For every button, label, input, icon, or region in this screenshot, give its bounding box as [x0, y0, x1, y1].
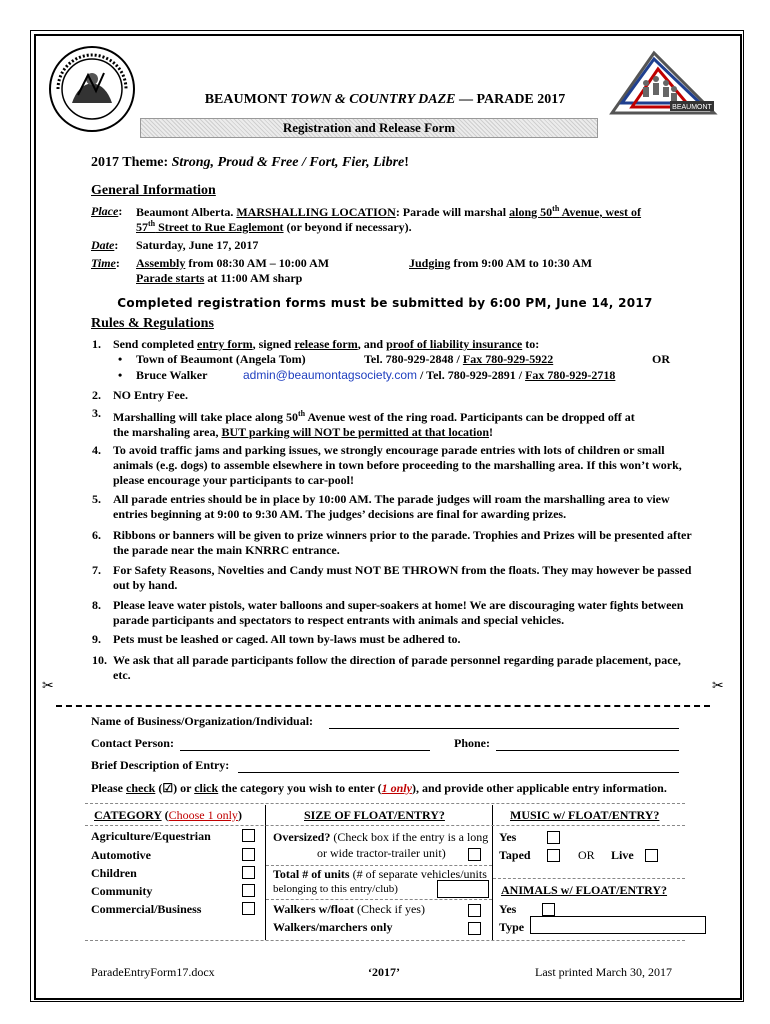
place-line-2: 57th Street to Rue Eaglemont (or beyond if necessary).: [136, 219, 412, 234]
contact-email-link[interactable]: admin@beaumontagsociety.com: [243, 368, 418, 382]
rules-heading: Rules & Regulations: [91, 316, 214, 331]
scissors-icon: ✂: [42, 679, 54, 694]
general-info-heading: General Information: [91, 183, 216, 198]
business-name-field[interactable]: [329, 714, 679, 729]
time-label: Time:: [91, 256, 120, 270]
music-taped-label: Taped: [499, 848, 531, 862]
contact-2-name: Bruce Walker: [136, 368, 208, 382]
rule-6: Ribbons or banners will be given to prize winners prior to the parade. Trophies and Prizes will be presented after the parade near the main KNRRC entrance.: [113, 528, 692, 557]
place-label: Place:: [91, 204, 123, 218]
table-row-rule: [493, 878, 685, 879]
category-agriculture-label: Agriculture/Equestrian: [91, 829, 211, 843]
category-column-header: CATEGORY (Choose 1 only): [94, 808, 242, 822]
animals-column-header: ANIMALS w/ FLOAT/ENTRY?: [501, 883, 668, 897]
music-yes-checkbox[interactable]: [547, 831, 560, 844]
date-value: Saturday, June 17, 2017: [136, 238, 259, 252]
animals-yes-checkbox[interactable]: [542, 903, 555, 916]
category-agriculture-checkbox[interactable]: [242, 829, 255, 842]
svg-text:BEAUMONT: BEAUMONT: [672, 104, 712, 111]
place-line-1: Beaumont Alberta. MARSHALLING LOCATION: Parade will marshal along 50th Avenue, west of: [136, 204, 642, 219]
walkers-only-label: Walkers/marchers only: [273, 920, 393, 934]
theme-line: 2017 Theme: Strong, Proud & Free / Fort, Fier, Libre!: [91, 155, 409, 170]
music-live-checkbox[interactable]: [645, 849, 658, 862]
phone-label: Phone:: [454, 736, 490, 750]
category-automotive-label: Automotive: [91, 848, 151, 862]
rule-number: 2.: [92, 388, 101, 402]
cut-line: [56, 705, 710, 707]
oversized-note: or wide tractor-trailer unit): [317, 846, 446, 860]
rule-5: All parade entries should be in place by 10:00 AM. The parade judges will roam the marshalling area to view entries beginning at 9:00 to 9:30 AM. The judges’ decisions are final for awarding prizes.: [113, 492, 670, 521]
page-title: BEAUMONT TOWN & COUNTRY DAZE — PARADE 2017: [204, 92, 566, 107]
rule-number: 10.: [92, 653, 107, 667]
footer-year: ‘2017’: [368, 965, 400, 979]
music-live-label: Live: [611, 848, 634, 862]
category-commercial-label: Commercial/Business: [91, 902, 202, 916]
bullet: •: [118, 368, 123, 382]
category-children-checkbox[interactable]: [242, 866, 255, 879]
assembly-time: Assembly from 08:30 AM – 10:00 AM: [136, 256, 330, 270]
animals-type-label: Type: [499, 920, 525, 934]
rule-7: For Safety Reasons, Novelties and Candy must NOT BE THROWN from the floats. They may however be passed out by hand.: [113, 563, 692, 592]
rule-number: 4.: [92, 443, 101, 457]
total-units-field[interactable]: [437, 880, 489, 898]
rule-number: 1.: [92, 337, 101, 351]
rule-1: Send completed entry form, signed release form, and proof of liability insurance to:: [113, 337, 540, 351]
oversized-label: Oversized? (Check box if the entry is a long: [273, 830, 489, 844]
category-children-label: Children: [91, 866, 137, 880]
entry-description-field[interactable]: [238, 758, 679, 773]
rule-number: 7.: [92, 563, 101, 577]
date-label: Date:: [91, 238, 119, 252]
music-or-label: OR: [578, 848, 595, 862]
category-instructions: Please check (☑) or click the category you wish to enter (1 only), and provide other applicable entry information.: [91, 781, 667, 795]
business-name-label: Name of Business/Organization/Individual:: [91, 714, 314, 728]
category-commercial-checkbox[interactable]: [242, 902, 255, 915]
contact-1-name: Town of Beaumont (Angela Tom): [136, 352, 306, 366]
category-community-label: Community: [91, 884, 153, 898]
rule-8: Please leave water pistols, water balloons and super-soakers at home! We are discouraging water fights between parade participants and spectators to respect entrants with animals and special vehicles.: [113, 598, 684, 627]
table-bottom-rule: [85, 940, 685, 941]
rule-3: Marshalling will take place along 50th Avenue west of the ring road. Participants can be dropped off at the marshaling area, BUT parking will NOT be permitted at that location!: [113, 409, 635, 439]
or-label: OR: [652, 352, 670, 366]
rule-number: 5.: [92, 492, 101, 506]
judging-time: Judging from 9:00 AM to 10:30 AM: [409, 256, 593, 270]
rule-9: Pets must be leashed or caged. All town by-laws must be adhered to.: [113, 632, 461, 646]
walkers-only-checkbox[interactable]: [468, 922, 481, 935]
animals-yes-label: Yes: [499, 902, 517, 916]
animals-type-field[interactable]: [530, 916, 706, 934]
music-taped-checkbox[interactable]: [547, 849, 560, 862]
rule-10: We ask that all parade participants follow the direction of parade personnel regarding parade placement, pace, etc.: [113, 653, 681, 682]
bullet: •: [118, 352, 123, 366]
category-community-checkbox[interactable]: [242, 884, 255, 897]
scissors-icon: ✂: [712, 679, 724, 694]
phone-field[interactable]: [496, 736, 679, 751]
size-column-header: SIZE OF FLOAT/ENTRY?: [304, 808, 445, 822]
footer-filename: ParadeEntryForm17.docx: [91, 965, 215, 979]
rule-number: 3.: [92, 406, 101, 420]
beaumont-triangle-logo: [602, 45, 722, 120]
table-row-rule: [266, 865, 492, 866]
oversized-checkbox[interactable]: [468, 848, 481, 861]
rule-number: 6.: [92, 528, 101, 542]
footer-last-printed: Last printed March 30, 2017: [535, 965, 672, 979]
music-column-header: MUSIC w/ FLOAT/ENTRY?: [510, 808, 660, 822]
rule-4: To avoid traffic jams and parking issues, we strongly encourage parade entries with lots of children or small animals (e.g. dogs) to assemble elsewhere in town before proceeding to the marshalling area. If this won’t work, please encourage your participants to car-pool!: [113, 443, 682, 487]
music-yes-label: Yes: [499, 830, 517, 844]
walkers-with-float-label: Walkers w/float (Check if yes): [273, 902, 425, 916]
contact-1-phone-fax: Tel. 780-929-2848 / Fax 780-929-5922: [364, 352, 554, 366]
contact-person-label: Contact Person:: [91, 736, 174, 750]
table-top-rule: [85, 803, 685, 804]
table-header-rule: [85, 825, 685, 826]
submission-deadline-notice: Completed registration forms must be submitted by 6:00 PM, June 14, 2017: [117, 296, 653, 310]
table-row-rule: [266, 899, 492, 900]
rule-number: 8.: [92, 598, 101, 612]
total-units-label: Total # of units (# of separate vehicles/units: [273, 867, 487, 881]
total-units-note: belonging to this entry/club): [273, 883, 398, 895]
contact-person-field[interactable]: [180, 736, 430, 751]
form-subtitle: Registration and Release Form: [140, 118, 598, 138]
contact-2-details: admin@beaumontagsociety.com / Tel. 780-929-2891 / Fax 780-929-2718: [243, 368, 616, 382]
entry-description-label: Brief Description of Entry:: [91, 758, 230, 772]
category-automotive-checkbox[interactable]: [242, 848, 255, 861]
parade-start-time: Parade starts at 11:00 AM sharp: [136, 271, 303, 285]
rule-2: NO Entry Fee.: [113, 388, 188, 402]
walkers-with-float-checkbox[interactable]: [468, 904, 481, 917]
rule-number: 9.: [92, 632, 101, 646]
agricultural-society-logo: [48, 45, 136, 133]
